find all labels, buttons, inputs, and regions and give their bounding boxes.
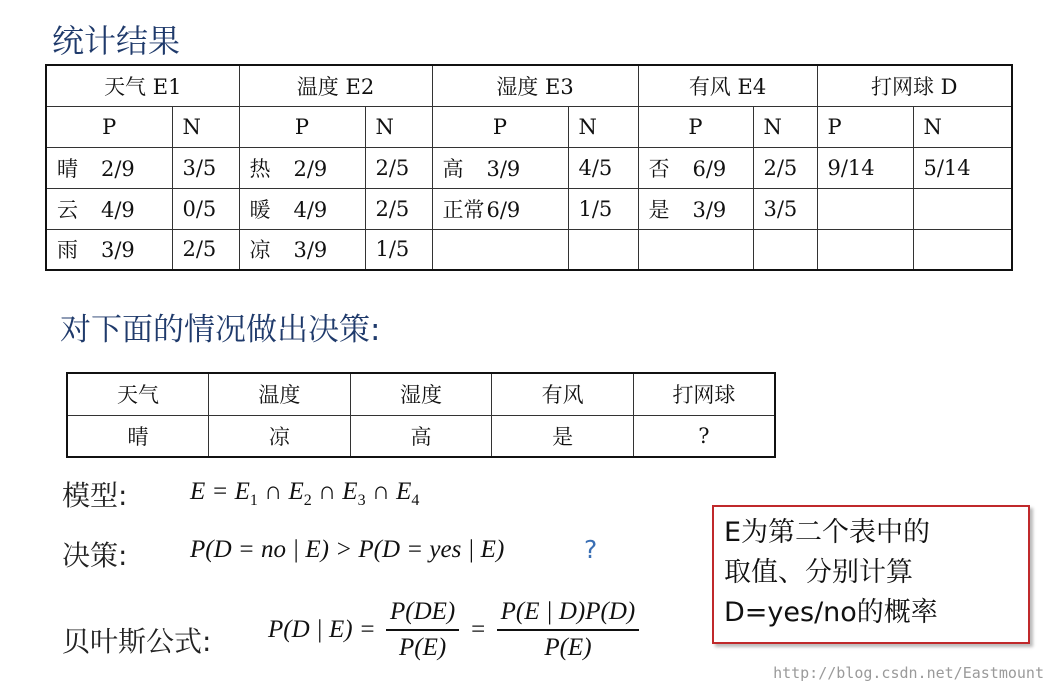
n-value-cell bbox=[913, 188, 1012, 229]
formula-part: E = E bbox=[190, 478, 250, 505]
n-value-cell: 0/5 bbox=[172, 188, 239, 229]
p-header-cell: P bbox=[817, 106, 913, 147]
n-value-cell: 2/5 bbox=[753, 147, 817, 188]
probability: 4/9 bbox=[101, 197, 135, 222]
p-value-cell bbox=[432, 188, 568, 229]
n-value-cell: 1/5 bbox=[568, 188, 638, 229]
n-value-cell: 4/5 bbox=[568, 147, 638, 188]
query-value-row bbox=[67, 415, 775, 457]
formula-part: ∩ E bbox=[257, 478, 304, 505]
note-line: 取值、分别计算 bbox=[724, 557, 913, 588]
p-value-cell bbox=[239, 229, 365, 270]
question-mark: ? bbox=[584, 535, 598, 564]
model-formula bbox=[190, 478, 419, 510]
query-header-cell: 温度 bbox=[209, 373, 351, 415]
n-header-cell: N bbox=[568, 106, 638, 147]
query-header-cell: 天气 bbox=[67, 373, 209, 415]
n-value-cell: 3/5 bbox=[172, 147, 239, 188]
p-value-cell bbox=[46, 147, 172, 188]
p-value-cell bbox=[239, 188, 365, 229]
n-value-cell bbox=[568, 229, 638, 270]
n-header-cell: N bbox=[172, 106, 239, 147]
attribute-value: 高 bbox=[442, 156, 464, 181]
bayes-lhs: P(D | E) = bbox=[268, 616, 376, 643]
probability: 6/9 bbox=[486, 197, 521, 222]
n-value-cell: 1/5 bbox=[365, 229, 432, 270]
formula-subscript: 3 bbox=[357, 492, 366, 509]
model-label: 模型: bbox=[62, 479, 128, 512]
note-line: D=yes/no的概率 bbox=[724, 597, 938, 628]
group-header-cell: 打网球 D bbox=[817, 65, 1012, 106]
fraction-denominator: P(E) bbox=[399, 634, 447, 661]
p-value-cell bbox=[46, 188, 172, 229]
n-header-cell: N bbox=[913, 106, 1012, 147]
n-value-cell bbox=[913, 229, 1012, 270]
formula-subscript: 2 bbox=[303, 492, 312, 509]
attribute-value: 雨 bbox=[57, 238, 78, 263]
attribute-value: 热 bbox=[249, 156, 271, 181]
query-header-cell: 打网球 bbox=[633, 373, 775, 415]
p-value-cell bbox=[638, 147, 753, 188]
p-value-cell bbox=[817, 188, 913, 229]
p-value-cell bbox=[432, 229, 568, 270]
formula-subscript: 1 bbox=[249, 492, 258, 509]
query-value-cell: 是 bbox=[492, 415, 634, 457]
probability: 2/9 bbox=[293, 156, 328, 181]
query-value-cell: ? bbox=[633, 415, 775, 457]
p-header-cell: P bbox=[638, 106, 753, 147]
query-value-cell: 凉 bbox=[209, 415, 351, 457]
n-value-cell: 5/14 bbox=[913, 147, 1012, 188]
group-header-cell: 温度 E2 bbox=[239, 65, 432, 106]
n-header-cell: N bbox=[365, 106, 432, 147]
p-value-cell bbox=[239, 147, 365, 188]
query-header-cell: 有风 bbox=[492, 373, 634, 415]
probability: 3/9 bbox=[293, 238, 328, 263]
bayes-formula bbox=[268, 598, 643, 662]
n-value-cell bbox=[753, 229, 817, 270]
probability: 3/9 bbox=[486, 156, 521, 181]
bayes-fraction-2 bbox=[497, 598, 640, 662]
query-header-row bbox=[67, 373, 775, 415]
attribute-value: 云 bbox=[57, 197, 78, 222]
decision-title: 对下面的情况做出决策: bbox=[60, 312, 381, 348]
query-value-cell: 晴 bbox=[67, 415, 209, 457]
p-header-cell: P bbox=[432, 106, 568, 147]
formula-part: ∩ E bbox=[365, 478, 412, 505]
table-row bbox=[46, 147, 1012, 188]
probability: 3/9 bbox=[101, 238, 135, 263]
bayes-label: 贝叶斯公式: bbox=[62, 625, 212, 658]
attribute-value: 否 bbox=[648, 156, 670, 181]
bayes-fraction-1 bbox=[386, 598, 459, 662]
fraction-numerator: P(DE) bbox=[386, 598, 459, 631]
fraction-numerator: P(E | D)P(D) bbox=[497, 598, 640, 631]
decision-query-table bbox=[66, 372, 776, 458]
attribute-value: 是 bbox=[648, 197, 670, 222]
fraction-denominator: P(E) bbox=[544, 634, 592, 661]
probability: 4/9 bbox=[293, 197, 328, 222]
decision-formula: P(D = no | E) > P(D = yes | E) bbox=[190, 536, 505, 563]
attribute-value: 凉 bbox=[249, 238, 271, 263]
p-value-cell bbox=[817, 229, 913, 270]
statistics-title: 统计结果 bbox=[52, 22, 181, 60]
p-header-cell: P bbox=[46, 106, 172, 147]
watermark: http://blog.csdn.net/Eastmount bbox=[773, 664, 1044, 682]
p-header-cell: P bbox=[239, 106, 365, 147]
attribute-value: 晴 bbox=[57, 156, 78, 181]
p-value-cell bbox=[638, 188, 753, 229]
statistics-table bbox=[45, 64, 1013, 271]
n-value-cell: 3/5 bbox=[753, 188, 817, 229]
probability: 2/9 bbox=[101, 156, 135, 181]
group-header-row bbox=[46, 65, 1012, 106]
decision-label: 决策: bbox=[62, 539, 128, 572]
probability: 3/9 bbox=[692, 197, 727, 222]
formula-subscript: 4 bbox=[411, 492, 420, 509]
pn-header-row bbox=[46, 106, 1012, 147]
attribute-value: 暖 bbox=[249, 197, 271, 222]
p-value-cell bbox=[46, 229, 172, 270]
group-header-cell: 湿度 E3 bbox=[432, 65, 638, 106]
note-box bbox=[712, 505, 1030, 644]
group-header-cell: 有风 E4 bbox=[638, 65, 817, 106]
query-value-cell: 高 bbox=[350, 415, 492, 457]
p-value-cell bbox=[638, 229, 753, 270]
p-value-cell bbox=[432, 147, 568, 188]
probability: 6/9 bbox=[692, 156, 727, 181]
n-value-cell: 2/5 bbox=[172, 229, 239, 270]
table-row bbox=[46, 229, 1012, 270]
n-value-cell: 2/5 bbox=[365, 147, 432, 188]
attribute-value: 正常 bbox=[442, 197, 485, 222]
equals-sign: = bbox=[469, 616, 487, 643]
n-header-cell: N bbox=[753, 106, 817, 147]
p-value-cell: 9/14 bbox=[817, 147, 913, 188]
table-row bbox=[46, 188, 1012, 229]
group-header-cell: 天气 E1 bbox=[46, 65, 239, 106]
note-line: E为第二个表中的 bbox=[724, 517, 931, 548]
formula-part: ∩ E bbox=[311, 478, 358, 505]
n-value-cell: 2/5 bbox=[365, 188, 432, 229]
query-header-cell: 湿度 bbox=[350, 373, 492, 415]
